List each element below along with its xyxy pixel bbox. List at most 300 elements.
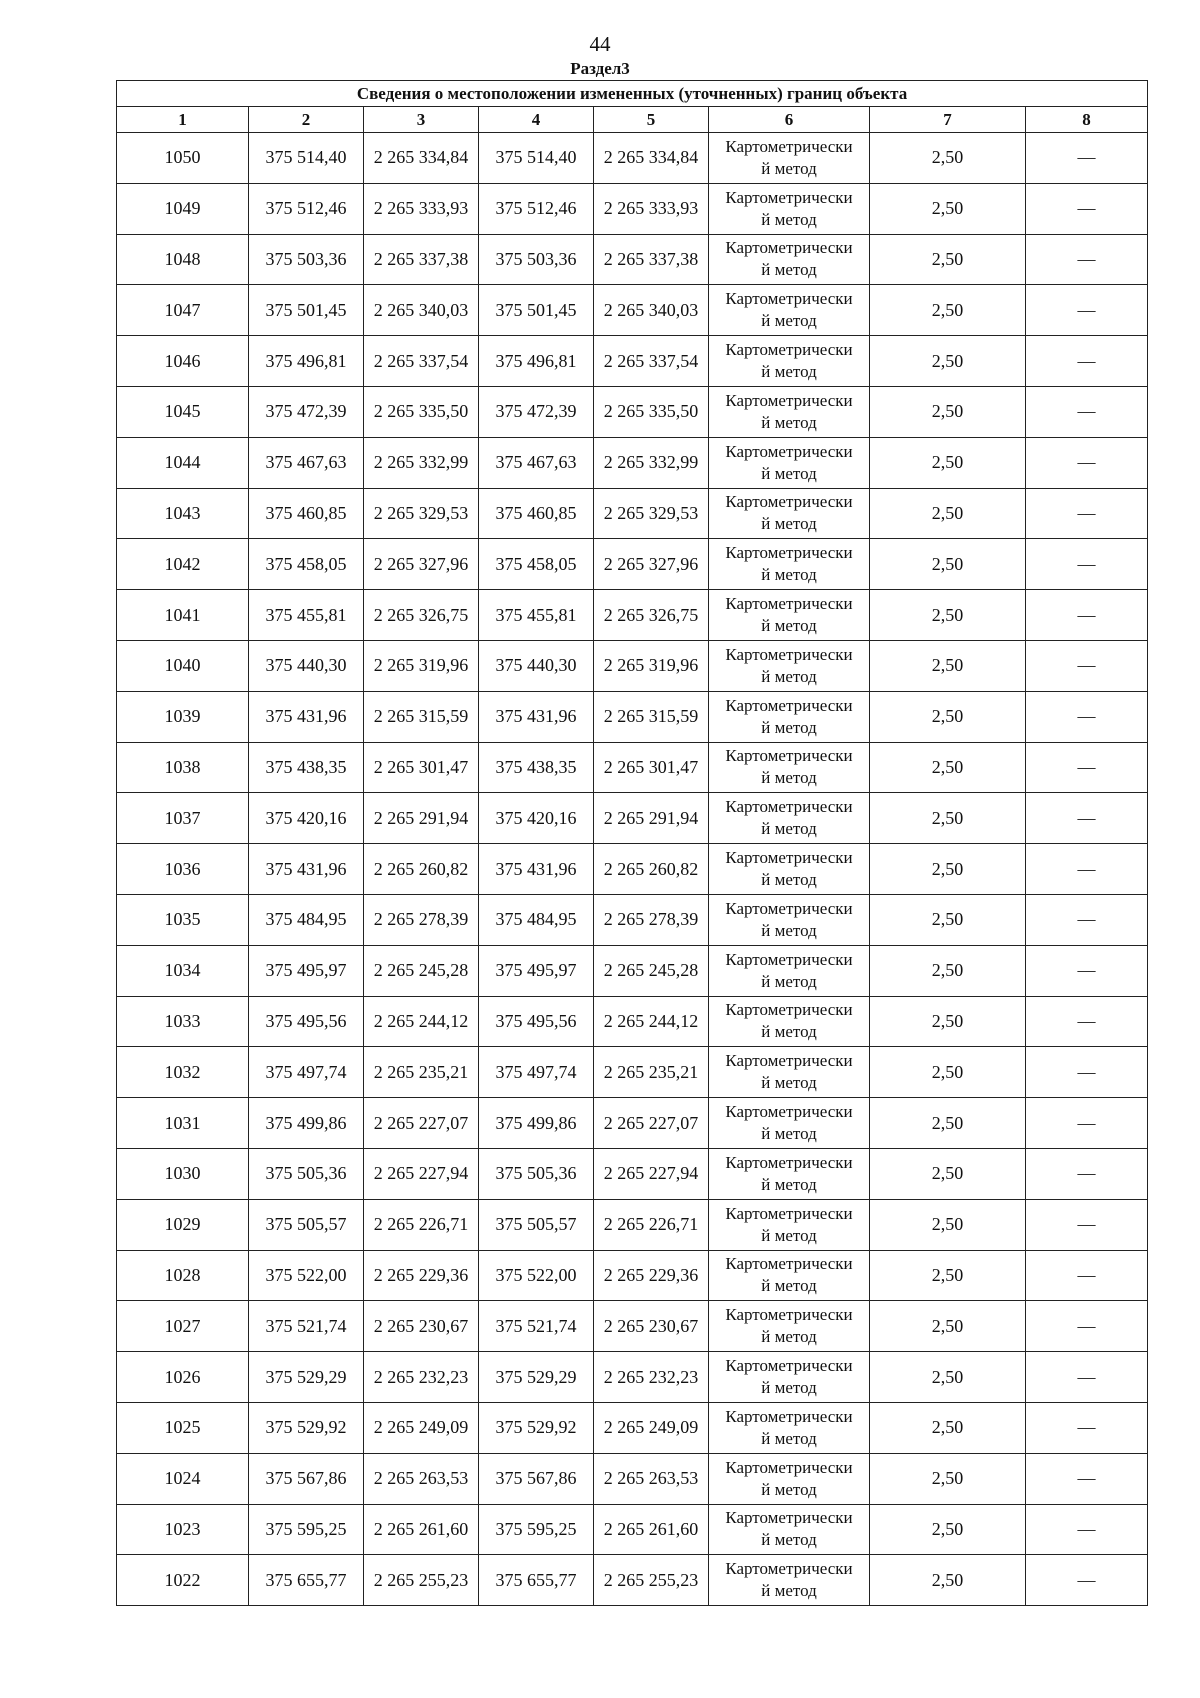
table-row <box>117 336 1148 387</box>
coordinate-cell: 2 265 315,59 <box>594 691 709 742</box>
coordinate-cell: 375 501,45 <box>479 285 594 336</box>
coordinate-cell: 375 529,29 <box>249 1352 364 1403</box>
method-cell <box>709 183 870 234</box>
method-cell <box>709 386 870 437</box>
accuracy-cell: 2,50 <box>870 386 1026 437</box>
note-cell: — <box>1026 1402 1148 1453</box>
coordinate-cell: 2 265 235,21 <box>594 1047 709 1098</box>
coordinate-cell: 2 265 227,07 <box>594 1098 709 1149</box>
point-number-cell: 1024 <box>117 1453 249 1504</box>
method-text-line1: Картометрически <box>725 492 853 512</box>
method-text-line1: Картометрически <box>725 1559 853 1579</box>
point-number-cell: 1049 <box>117 183 249 234</box>
coordinate-cell: 375 431,96 <box>249 691 364 742</box>
method-text-line2: й метод <box>761 1530 817 1550</box>
method-text-line2: й метод <box>761 209 817 229</box>
table-row <box>117 945 1148 996</box>
method-text-line2: й метод <box>761 1022 817 1042</box>
coordinate-cell: 2 265 337,54 <box>594 336 709 387</box>
coordinate-cell: 2 265 291,94 <box>594 793 709 844</box>
accuracy-cell: 2,50 <box>870 1504 1026 1555</box>
table-row <box>117 1148 1148 1199</box>
point-number-cell: 1048 <box>117 234 249 285</box>
coordinate-cell: 2 265 261,60 <box>594 1504 709 1555</box>
coordinate-cell: 375 460,85 <box>249 488 364 539</box>
method-text-line1: Картометрически <box>725 898 853 918</box>
coordinate-cell: 2 265 249,09 <box>594 1402 709 1453</box>
coordinate-cell: 2 265 278,39 <box>594 894 709 945</box>
method-cell <box>709 285 870 336</box>
method-text-line2: й метод <box>761 311 817 331</box>
table-row <box>117 488 1148 539</box>
table-caption: Сведения о местоположении измененных (уточненных) границ объекта <box>117 81 1148 107</box>
method-cell <box>709 793 870 844</box>
coordinate-cell: 2 265 229,36 <box>594 1250 709 1301</box>
coordinate-cell: 2 265 333,93 <box>594 183 709 234</box>
coordinate-cell: 2 265 244,12 <box>364 996 479 1047</box>
method-text-line1: Картометрически <box>725 441 853 461</box>
method-cell <box>709 1402 870 1453</box>
coordinate-cell: 375 458,05 <box>249 539 364 590</box>
table-row <box>117 386 1148 437</box>
note-cell: — <box>1026 488 1148 539</box>
method-cell <box>709 1047 870 1098</box>
accuracy-cell: 2,50 <box>870 1352 1026 1403</box>
note-cell: — <box>1026 133 1148 184</box>
column-header: 5 <box>594 107 709 133</box>
method-text-line1: Картометрически <box>725 1406 853 1426</box>
method-text-line2: й метод <box>761 971 817 991</box>
coordinate-cell: 2 265 244,12 <box>594 996 709 1047</box>
table-row <box>117 640 1148 691</box>
table-row <box>117 590 1148 641</box>
table-row <box>117 996 1148 1047</box>
point-number-cell: 1040 <box>117 640 249 691</box>
table-row <box>117 285 1148 336</box>
coordinate-cell: 375 455,81 <box>479 590 594 641</box>
note-cell: — <box>1026 1301 1148 1352</box>
column-header: 8 <box>1026 107 1148 133</box>
coordinate-cell: 2 265 226,71 <box>364 1199 479 1250</box>
coordinate-cell: 375 431,96 <box>249 844 364 895</box>
note-cell: — <box>1026 894 1148 945</box>
coordinate-cell: 375 595,25 <box>479 1504 594 1555</box>
table-row <box>117 1555 1148 1606</box>
point-number-cell: 1043 <box>117 488 249 539</box>
coordinate-cell: 2 265 327,96 <box>594 539 709 590</box>
point-number-cell: 1039 <box>117 691 249 742</box>
note-cell: — <box>1026 742 1148 793</box>
coordinate-cell: 375 467,63 <box>249 437 364 488</box>
table-row <box>117 1301 1148 1352</box>
note-cell: — <box>1026 1504 1148 1555</box>
coordinate-cell: 375 472,39 <box>249 386 364 437</box>
coordinate-cell: 2 265 249,09 <box>364 1402 479 1453</box>
note-cell: — <box>1026 1047 1148 1098</box>
coordinate-cell: 2 265 263,53 <box>594 1453 709 1504</box>
method-text-line2: й метод <box>761 666 817 686</box>
method-cell <box>709 1453 870 1504</box>
table-row <box>117 1352 1148 1403</box>
accuracy-cell: 2,50 <box>870 894 1026 945</box>
coordinate-cell: 2 265 226,71 <box>594 1199 709 1250</box>
method-text-line2: й метод <box>761 565 817 585</box>
coordinate-cell: 2 265 333,93 <box>364 183 479 234</box>
point-number-cell: 1027 <box>117 1301 249 1352</box>
coordinate-cell: 2 265 337,38 <box>594 234 709 285</box>
coordinate-cell: 375 438,35 <box>249 742 364 793</box>
coordinate-cell: 375 420,16 <box>479 793 594 844</box>
coordinate-cell: 375 496,81 <box>249 336 364 387</box>
coordinate-cell: 2 265 227,07 <box>364 1098 479 1149</box>
method-cell <box>709 1199 870 1250</box>
note-cell: — <box>1026 1352 1148 1403</box>
method-text-line1: Картометрически <box>725 1152 853 1172</box>
method-text-line1: Картометрически <box>725 848 853 868</box>
coordinate-cell: 2 265 255,23 <box>594 1555 709 1606</box>
coordinate-cell: 375 497,74 <box>249 1047 364 1098</box>
accuracy-cell: 2,50 <box>870 133 1026 184</box>
method-text-line1: Картометрически <box>725 1305 853 1325</box>
coordinate-cell: 2 265 329,53 <box>364 488 479 539</box>
coordinate-cell: 2 265 334,84 <box>594 133 709 184</box>
table-row <box>117 539 1148 590</box>
point-number-cell: 1028 <box>117 1250 249 1301</box>
method-text-line2: й метод <box>761 1428 817 1448</box>
coordinate-cell: 375 655,77 <box>249 1555 364 1606</box>
method-cell <box>709 234 870 285</box>
point-number-cell: 1046 <box>117 336 249 387</box>
coordinate-cell: 2 265 255,23 <box>364 1555 479 1606</box>
method-text-line2: й метод <box>761 1581 817 1601</box>
coordinate-cell: 2 265 315,59 <box>364 691 479 742</box>
coordinate-cell: 375 529,29 <box>479 1352 594 1403</box>
point-number-cell: 1023 <box>117 1504 249 1555</box>
coordinate-cell: 375 455,81 <box>249 590 364 641</box>
coordinate-cell: 375 467,63 <box>479 437 594 488</box>
method-text-line1: Картометрически <box>725 1457 853 1477</box>
coordinate-cell: 2 265 227,94 <box>594 1148 709 1199</box>
note-cell: — <box>1026 691 1148 742</box>
method-cell <box>709 894 870 945</box>
coordinate-cell: 375 529,92 <box>249 1402 364 1453</box>
method-cell <box>709 1504 870 1555</box>
coordinate-cell: 2 265 278,39 <box>364 894 479 945</box>
coordinate-cell: 375 460,85 <box>479 488 594 539</box>
point-number-cell: 1032 <box>117 1047 249 1098</box>
table-row <box>117 1098 1148 1149</box>
method-text-line2: й метод <box>761 412 817 432</box>
section-title: Раздел3 <box>570 59 630 78</box>
coordinate-cell: 375 495,56 <box>249 996 364 1047</box>
coordinate-cell: 2 265 232,23 <box>594 1352 709 1403</box>
coordinate-cell: 375 503,36 <box>479 234 594 285</box>
coordinate-cell: 375 503,36 <box>249 234 364 285</box>
table-row <box>117 691 1148 742</box>
method-text-line2: й метод <box>761 1327 817 1347</box>
table-body <box>117 133 1148 1606</box>
table-row <box>117 844 1148 895</box>
method-text-line1: Картометрически <box>725 238 853 258</box>
accuracy-cell: 2,50 <box>870 1555 1026 1606</box>
note-cell: — <box>1026 793 1148 844</box>
coordinate-cell: 375 529,92 <box>479 1402 594 1453</box>
coordinate-cell: 2 265 340,03 <box>594 285 709 336</box>
point-number-cell: 1038 <box>117 742 249 793</box>
column-header: 6 <box>709 107 870 133</box>
coordinate-cell: 2 265 261,60 <box>364 1504 479 1555</box>
note-cell: — <box>1026 844 1148 895</box>
method-cell <box>709 640 870 691</box>
method-cell <box>709 336 870 387</box>
accuracy-cell: 2,50 <box>870 996 1026 1047</box>
method-text-line1: Картометрически <box>725 797 853 817</box>
table-row <box>117 742 1148 793</box>
coordinate-cell: 2 265 319,96 <box>364 640 479 691</box>
method-text-line1: Картометрически <box>725 1051 853 1071</box>
method-text-line2: й метод <box>761 463 817 483</box>
method-text-line1: Картометрически <box>725 136 853 156</box>
accuracy-cell: 2,50 <box>870 691 1026 742</box>
method-cell <box>709 539 870 590</box>
coordinate-cell: 2 265 326,75 <box>364 590 479 641</box>
method-text-line2: й метод <box>761 1276 817 1296</box>
note-cell: — <box>1026 1148 1148 1199</box>
column-header-row <box>117 107 1148 133</box>
accuracy-cell: 2,50 <box>870 539 1026 590</box>
coordinate-cell: 2 265 245,28 <box>594 945 709 996</box>
method-cell <box>709 590 870 641</box>
method-cell <box>709 488 870 539</box>
coordinate-cell: 375 431,96 <box>479 844 594 895</box>
point-number-cell: 1041 <box>117 590 249 641</box>
note-cell: — <box>1026 945 1148 996</box>
table-row <box>117 1047 1148 1098</box>
method-cell <box>709 133 870 184</box>
coordinate-cell: 375 522,00 <box>479 1250 594 1301</box>
coordinate-cell: 375 512,46 <box>479 183 594 234</box>
point-number-cell: 1029 <box>117 1199 249 1250</box>
coordinate-cell: 2 265 327,96 <box>364 539 479 590</box>
method-text-line1: Картометрически <box>725 695 853 715</box>
coordinate-cell: 2 265 235,21 <box>364 1047 479 1098</box>
note-cell: — <box>1026 386 1148 437</box>
coordinates-table <box>116 80 1148 1606</box>
coordinate-cell: 375 567,86 <box>479 1453 594 1504</box>
accuracy-cell: 2,50 <box>870 1402 1026 1453</box>
coordinate-cell: 375 499,86 <box>479 1098 594 1149</box>
coordinate-cell: 375 440,30 <box>479 640 594 691</box>
coordinate-cell: 375 501,45 <box>249 285 364 336</box>
coordinate-cell: 2 265 301,47 <box>594 742 709 793</box>
table-row <box>117 1199 1148 1250</box>
note-cell: — <box>1026 234 1148 285</box>
coordinate-cell: 2 265 230,67 <box>364 1301 479 1352</box>
coordinate-cell: 375 655,77 <box>479 1555 594 1606</box>
coordinate-cell: 2 265 245,28 <box>364 945 479 996</box>
table-row <box>117 133 1148 184</box>
column-header: 2 <box>249 107 364 133</box>
note-cell: — <box>1026 590 1148 641</box>
column-header: 4 <box>479 107 594 133</box>
coordinate-cell: 2 265 335,50 <box>594 386 709 437</box>
method-text-line1: Картометрически <box>725 594 853 614</box>
method-text-line2: й метод <box>761 1378 817 1398</box>
point-number-cell: 1047 <box>117 285 249 336</box>
coordinate-cell: 375 514,40 <box>479 133 594 184</box>
coordinate-cell: 2 265 301,47 <box>364 742 479 793</box>
coordinate-cell: 375 499,86 <box>249 1098 364 1149</box>
table-row <box>117 1402 1148 1453</box>
coordinate-cell: 375 505,57 <box>479 1199 594 1250</box>
column-header: 3 <box>364 107 479 133</box>
method-text-line2: й метод <box>761 1124 817 1144</box>
method-text-line2: й метод <box>761 717 817 737</box>
table-row <box>117 183 1148 234</box>
method-text-line2: й метод <box>761 920 817 940</box>
column-header: 7 <box>870 107 1026 133</box>
point-number-cell: 1036 <box>117 844 249 895</box>
point-number-cell: 1035 <box>117 894 249 945</box>
method-cell <box>709 691 870 742</box>
coordinate-cell: 2 265 335,50 <box>364 386 479 437</box>
accuracy-cell: 2,50 <box>870 1047 1026 1098</box>
method-text-line1: Картометрически <box>725 1000 853 1020</box>
coordinate-cell: 375 438,35 <box>479 742 594 793</box>
point-number-cell: 1042 <box>117 539 249 590</box>
method-cell <box>709 996 870 1047</box>
method-text-line1: Картометрически <box>725 340 853 360</box>
accuracy-cell: 2,50 <box>870 1199 1026 1250</box>
accuracy-cell: 2,50 <box>870 234 1026 285</box>
point-number-cell: 1033 <box>117 996 249 1047</box>
method-text-line2: й метод <box>761 362 817 382</box>
method-cell <box>709 1301 870 1352</box>
accuracy-cell: 2,50 <box>870 1453 1026 1504</box>
coordinate-cell: 375 484,95 <box>249 894 364 945</box>
accuracy-cell: 2,50 <box>870 1098 1026 1149</box>
method-text-line1: Картометрически <box>725 1203 853 1223</box>
coordinate-cell: 375 521,74 <box>249 1301 364 1352</box>
accuracy-cell: 2,50 <box>870 1148 1026 1199</box>
method-text-line2: й метод <box>761 260 817 280</box>
method-text-line1: Картометрически <box>725 1254 853 1274</box>
accuracy-cell: 2,50 <box>870 590 1026 641</box>
method-cell <box>709 1352 870 1403</box>
coordinate-cell: 375 595,25 <box>249 1504 364 1555</box>
coordinate-cell: 375 505,57 <box>249 1199 364 1250</box>
page-number: 44 <box>589 32 611 56</box>
point-number-cell: 1031 <box>117 1098 249 1149</box>
table-row <box>117 793 1148 844</box>
method-text-line2: й метод <box>761 1174 817 1194</box>
note-cell: — <box>1026 336 1148 387</box>
coordinate-cell: 375 495,97 <box>479 945 594 996</box>
coordinate-cell: 375 495,97 <box>249 945 364 996</box>
method-text-line1: Картометрически <box>725 949 853 969</box>
column-header: 1 <box>117 107 249 133</box>
table-row <box>117 1504 1148 1555</box>
coordinate-cell: 375 496,81 <box>479 336 594 387</box>
method-text-line1: Картометрически <box>725 644 853 664</box>
coordinate-cell: 375 522,00 <box>249 1250 364 1301</box>
method-text-line2: й метод <box>761 1225 817 1245</box>
accuracy-cell: 2,50 <box>870 844 1026 895</box>
note-cell: — <box>1026 1453 1148 1504</box>
coordinate-cell: 375 472,39 <box>479 386 594 437</box>
method-cell <box>709 742 870 793</box>
accuracy-cell: 2,50 <box>870 488 1026 539</box>
table-row <box>117 234 1148 285</box>
point-number-cell: 1025 <box>117 1402 249 1453</box>
coordinate-cell: 2 265 337,38 <box>364 234 479 285</box>
coordinate-cell: 375 521,74 <box>479 1301 594 1352</box>
coordinate-cell: 375 514,40 <box>249 133 364 184</box>
note-cell: — <box>1026 1199 1148 1250</box>
coordinate-cell: 2 265 332,99 <box>594 437 709 488</box>
coordinate-cell: 375 505,36 <box>249 1148 364 1199</box>
coordinate-cell: 2 265 260,82 <box>364 844 479 895</box>
coordinate-cell: 2 265 263,53 <box>364 1453 479 1504</box>
coordinate-cell: 2 265 326,75 <box>594 590 709 641</box>
coordinate-cell: 2 265 230,67 <box>594 1301 709 1352</box>
note-cell: — <box>1026 996 1148 1047</box>
method-text-line2: й метод <box>761 616 817 636</box>
point-number-cell: 1030 <box>117 1148 249 1199</box>
method-text-line1: Картометрически <box>725 1508 853 1528</box>
note-cell: — <box>1026 1250 1148 1301</box>
note-cell: — <box>1026 640 1148 691</box>
method-cell <box>709 1250 870 1301</box>
method-text-line1: Картометрически <box>725 187 853 207</box>
point-number-cell: 1022 <box>117 1555 249 1606</box>
method-cell <box>709 1098 870 1149</box>
coordinate-cell: 2 265 232,23 <box>364 1352 479 1403</box>
table-row <box>117 437 1148 488</box>
accuracy-cell: 2,50 <box>870 945 1026 996</box>
accuracy-cell: 2,50 <box>870 742 1026 793</box>
method-text-line1: Картометрически <box>725 289 853 309</box>
accuracy-cell: 2,50 <box>870 336 1026 387</box>
table-row <box>117 1453 1148 1504</box>
coordinate-cell: 375 431,96 <box>479 691 594 742</box>
note-cell: — <box>1026 1555 1148 1606</box>
table-row <box>117 894 1148 945</box>
point-number-cell: 1034 <box>117 945 249 996</box>
accuracy-cell: 2,50 <box>870 437 1026 488</box>
coordinate-cell: 375 497,74 <box>479 1047 594 1098</box>
note-cell: — <box>1026 183 1148 234</box>
method-text-line2: й метод <box>761 158 817 178</box>
coordinate-cell: 2 265 340,03 <box>364 285 479 336</box>
note-cell: — <box>1026 539 1148 590</box>
coordinate-cell: 2 265 319,96 <box>594 640 709 691</box>
point-number-cell: 1037 <box>117 793 249 844</box>
method-text-line1: Картометрически <box>725 746 853 766</box>
accuracy-cell: 2,50 <box>870 183 1026 234</box>
coordinate-cell: 375 458,05 <box>479 539 594 590</box>
coordinate-cell: 2 265 291,94 <box>364 793 479 844</box>
coordinate-cell: 2 265 332,99 <box>364 437 479 488</box>
point-number-cell: 1026 <box>117 1352 249 1403</box>
method-text-line1: Картометрически <box>725 1356 853 1376</box>
coordinate-cell: 2 265 229,36 <box>364 1250 479 1301</box>
method-text-line1: Картометрически <box>725 1102 853 1122</box>
coordinate-cell: 375 440,30 <box>249 640 364 691</box>
accuracy-cell: 2,50 <box>870 793 1026 844</box>
coordinate-cell: 2 265 227,94 <box>364 1148 479 1199</box>
point-number-cell: 1044 <box>117 437 249 488</box>
